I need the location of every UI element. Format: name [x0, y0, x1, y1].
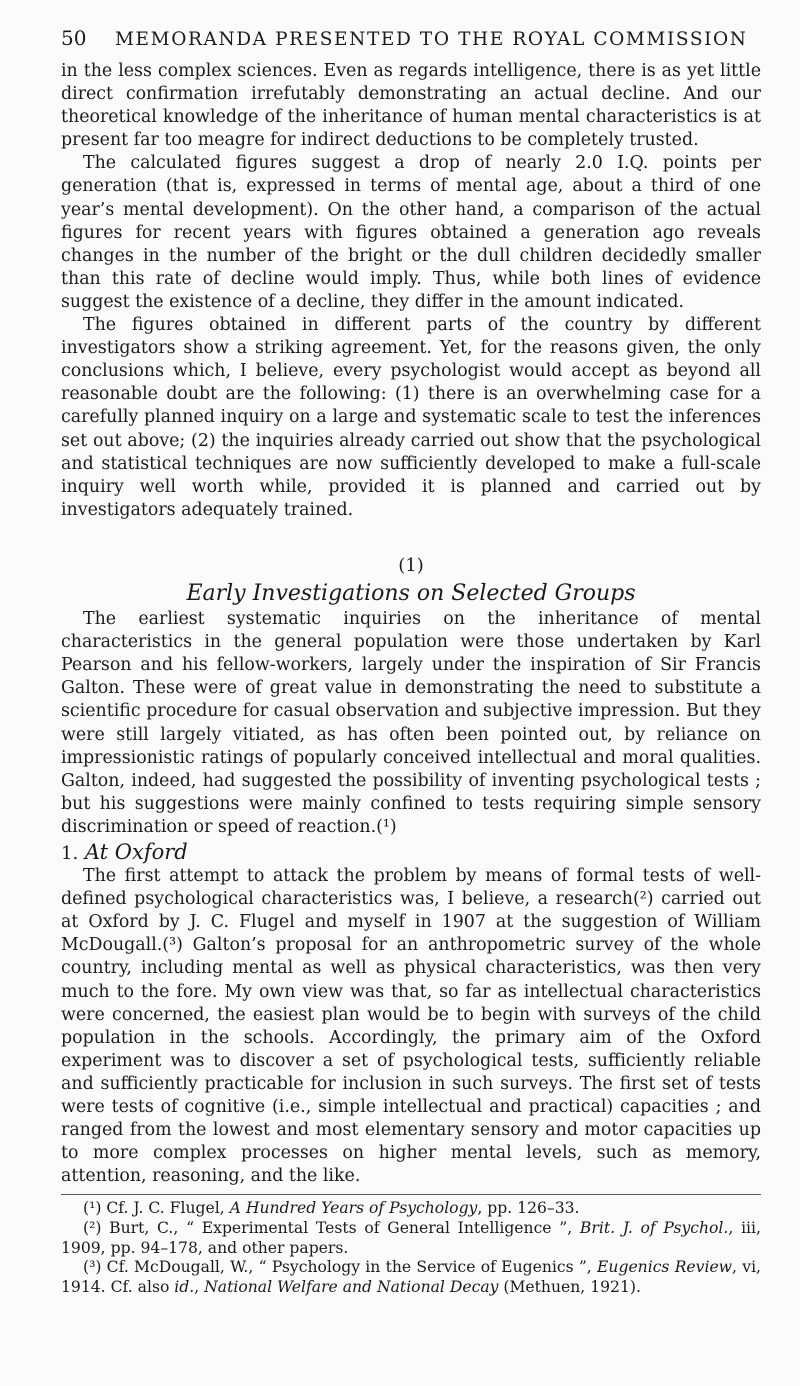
footnote-2: (²) Burt, C., “ Experimental Tests of General Intelligence ”, Brit. J. of Psychol., iii, 1909, pp. 94–178, and other papers. — [61, 1219, 761, 1257]
body-text — [61, 60, 761, 1297]
paragraph-earliest-inquiries: The earliest systematic inquiries on the inheritance of mental characteristics in the general population were those undertaken by Karl Pearson and his fellow-workers, largely under the inspiration of Sir Francis Galton. These were of great value in demonstrating the need to substitute a scientific procedure for casual observation and subjective impression. But they were still largely vitiated, as has often been pointed out, by reliance on impressionistic ratings of popularly conceived intellectual and moral qualities. Galton, indeed, had suggested the possibility of inventing psychological tests ; but his suggestions were mainly confined to tests requiring simple sensory discrimination or speed of reaction.(¹) — [61, 609, 761, 837]
paragraph-figures-agreement: The figures obtained in different parts of the country by different investigators show a striking agreement. Yet, for the reasons given, the only conclusions which, I believe, every psychologist would accept as beyond all reasonable doubt are the following: (1) there is an overwhelming case for a carefully planned inquiry on a large and systematic scale to test the inferences set out above; (2) the inquiries already carried out show that the psychological and statistical techniques are now sufficiently developed to make a full-scale inquiry well worth while, provided it is planned and carried out by investigators adequately trained. — [61, 315, 761, 520]
footnote-1: (¹) Cf. J. C. Flugel, A Hundred Years of Psychology, pp. 126–33. — [83, 1199, 580, 1218]
running-title: MEMORANDA PRESENTED TO THE ROYAL COMMISSION — [115, 29, 748, 50]
paragraph-oxford: The first attempt to attack the problem by means of formal tests of well-defined psychological characteristics was, I believe, a research(²) carried out at Oxford by J. C. Flugel and myself in 1907 at the suggestion of William McDougall.(³) Galton’s proposal for an anthropometric survey of the whole country, including mental as well as physical characteristics, was then very much to the fore. My own view was that, so far as intellectual characteristics were concerned, the easiest plan would be to begin with surveys of the child population in the schools. Accordingly, the primary aim of the Oxford experiment was to discover a set of psychological tests, sufficiently reliable and sufficiently practicable for inclusion in such surveys. The first set of tests were tests of cognitive (i.e., simple intellectual and practical) capacities ; and ranged from the lowest and most elementary sensory and motor capacities up to more complex processes on higher mental levels, such as memory, attention, reasoning, and the like. — [61, 866, 761, 1187]
footnote-3: (³) Cf. McDougall, W., “ Psychology in the Service of Eugenics ”, Eugenics Review, vi, 1914. Cf. also id., National Welfare and National Decay (Methuen, 1921). — [61, 1258, 762, 1296]
subsection-title: At Oxford — [84, 840, 188, 864]
section-number: (1) — [398, 554, 424, 576]
subsection-number: 1. — [61, 843, 79, 864]
subsection-heading — [61, 841, 761, 865]
running-header — [61, 26, 761, 50]
page-number: 50 — [61, 26, 87, 50]
section-title: Early Investigations on Selected Groups — [186, 580, 636, 606]
footnote-divider — [61, 1194, 761, 1195]
paragraph-calculated-figures: The calculated figures suggest a drop of nearly 2.0 I.Q. points per generation (that is, expressed in terms of mental age, about a third of one year’s mental development). On the other hand, a comparison of the actual figures for recent years with figures obtained a generation ago reveals changes in the number of the bright or the dull children decidedly smaller than this rate of decline would imply. Thus, while both lines of evidence suggest the existence of a decline, they differ in the amount indicated. — [61, 153, 761, 312]
paragraph-intro-continued: in the less complex sciences. Even as regards intelligence, there is as yet little direct confirmation irrefutably demonstrating an actual decline. And our theoretical knowledge of the inheritance of human mental characteristics is at present far too meagre for indirect deductions to be completely trusted. — [61, 61, 761, 151]
